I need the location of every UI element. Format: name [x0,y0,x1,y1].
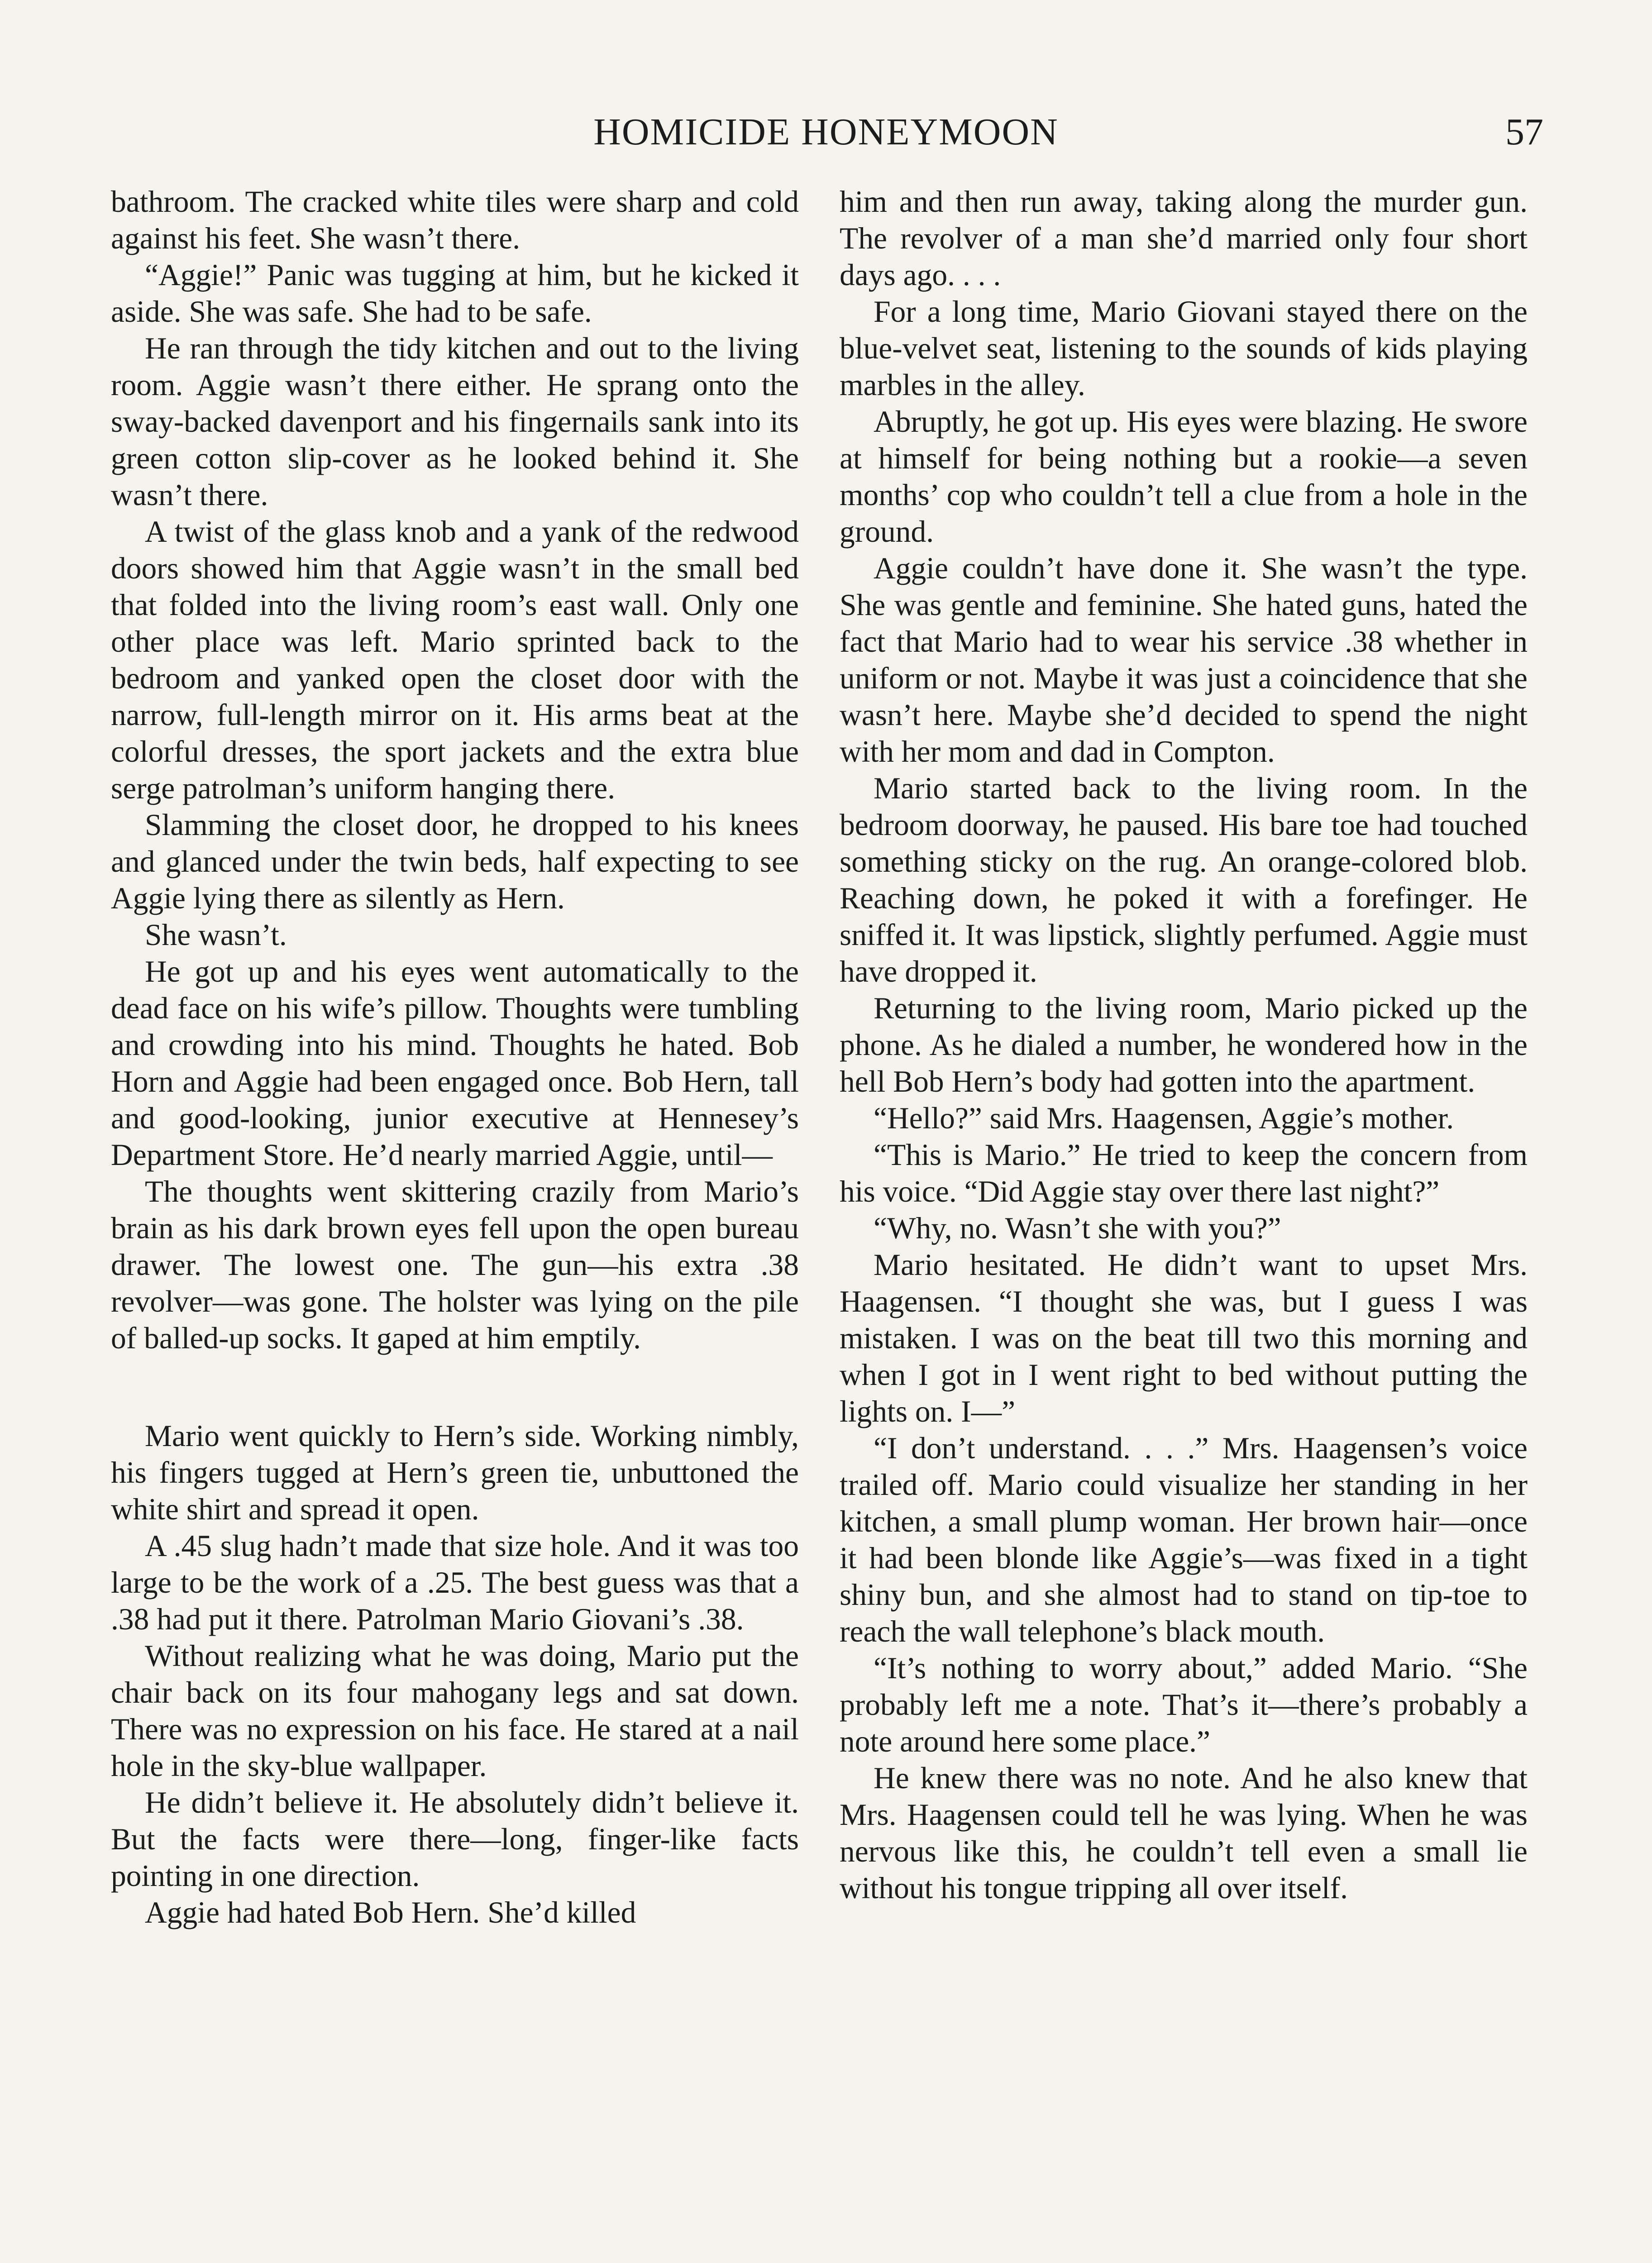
paragraph: “Hello?” said Mrs. Haagensen, Aggie’s mother. [874,1101,1454,1135]
paragraph: Aggie couldn’t have done it. She wasn’t the type. She was gentle and feminine. She hated guns, hated the fact that Mario had to wear his service .38 whether in uniform or not. Maybe it was just a coincidence that she wasn’t here. Maybe she’d decided to spend the night with her mom and dad in Compton. [840,551,1528,769]
right-text-column [840,183,1528,1906]
paragraph: Abruptly, he got up. His eyes were blazing. He swore at himself for being nothing but a rookie—a seven months’ cop who couldn’t tell a clue from a hole in the ground. [840,405,1528,549]
paragraph: him and then run away, taking along the murder gun. The revolver of a man she’d married only four short days ago. . . . [840,185,1528,292]
paragraph: He got up and his eyes went automatically to the dead face on his wife’s pillow. Thoughts were tumbling and crowding into his mind. Thoughts he hated. Bob Horn and Aggie had been engaged once. Bob Hern, tall and good-looking, junior executive at Hennesey’s Department Store. He’d nearly married Aggie, until— [111,955,799,1172]
paragraph: He knew there was no note. And he also knew that Mrs. Haagensen could tell he was lying. When he was nervous like this, he couldn’t tell even a small lie without his tongue tripping all over itself. [840,1761,1528,1905]
page-header [109,105,1543,159]
paragraph: Mario started back to the living room. In the bedroom doorway, he paused. His bare toe had touched something sticky on the rug. An orange-colored blob. Reaching down, he poked it with a forefinger. He sniffed it. It was lipstick, slightly perfumed. Aggie must have dropped it. [840,771,1528,988]
paragraph: Aggie had hated Bob Hern. She’d killed [145,1895,636,1929]
paragraph: “It’s nothing to worry about,” added Mario. “She probably left me a note. That’s it—there’s probably a note around here some place.” [840,1651,1528,1758]
paragraph: A .45 slug hadn’t made that size hole. And it was too large to be the work of a .25. The best guess was that a .38 had put it there. Patrolman Mario Giovani’s .38. [111,1529,799,1636]
page-number: 57 [1505,111,1543,153]
paragraph: Mario hesitated. He didn’t want to upset Mrs. Haagensen. “I thought she was, but I guess I was mistaken. I was on the beat till two this morning and when I got in I went right to bed without putting the lights on. I—” [840,1248,1528,1428]
paragraph: For a long time, Mario Giovani stayed there on the blue-velvet seat, listening to the sounds of kids playing marbles in the alley. [840,295,1528,402]
paragraph: “Aggie!” Panic was tugging at him, but he kicked it aside. She was safe. She had to be safe. [111,258,799,329]
paragraph: He ran through the tidy kitchen and out to the living room. Aggie wasn’t there either. He sprang onto the sway-backed davenport and his fingernails sank into its green cotton slip-cover as he looked behind it. She wasn’t there. [111,331,799,512]
left-text-column [111,183,799,1931]
paragraph: bathroom. The cracked white tiles were sharp and cold against his feet. She wasn’t there. [111,185,799,255]
paragraph: The thoughts went skittering crazily from Mario’s brain as his dark brown eyes fell upon the open bureau drawer. The lowest one. The gun—his extra .38 revolver—was gone. The holster was lying on the pile of balled-up socks. It gaped at him emptily. [111,1174,799,1355]
running-title: HOMICIDE HONEYMOON [593,111,1059,153]
paragraph: Without realizing what he was doing, Mario put the chair back on its four mahogany legs and sat down. There was no expression on his face. He stared at a nail hole in the sky-blue wallpaper. [111,1639,799,1783]
paragraph: “Why, no. Wasn’t she with you?” [874,1211,1281,1245]
paragraph: A twist of the glass knob and a yank of the redwood doors showed him that Aggie wasn’t in the small bed that folded into the living room’s east wall. Only one other place was left. Mario sprinted back to the bedroom and yanked open the closet door with the narrow, full-length mirror on it. His arms beat at the colorful dresses, the sport jackets and the extra blue serge patrolman’s uniform hanging there. [111,515,799,805]
paragraph: Slamming the closet door, he dropped to his knees and glanced under the twin beds, half expecting to see Aggie lying there as silently as Hern. [111,808,799,915]
paragraph: She wasn’t. [145,918,287,952]
paragraph: “This is Mario.” He tried to keep the concern from his voice. “Did Aggie stay over there last night?” [840,1138,1528,1208]
paragraph: He didn’t believe it. He absolutely didn’t believe it. But the facts were there—long, finger-like facts pointing in one direction. [111,1786,799,1893]
paragraph: Returning to the living room, Mario picked up the phone. As he dialed a number, he wondered how in the hell Bob Hern’s body had gotten into the apartment. [840,991,1528,1098]
paragraph: Mario went quickly to Hern’s side. Working nimbly, his fingers tugged at Hern’s green tie, unbuttoned the white shirt and spread it open. [111,1419,799,1526]
paragraph: “I don’t understand. . . .” Mrs. Haagensen’s voice trailed off. Mario could visualize her standing in her kitchen, a small plump woman. Her brown hair—once it had been blonde like Aggie’s—was fixed in a tight shiny bun, and she almost had to stand on tip-toe to reach the wall telephone’s black mouth. [840,1431,1528,1648]
